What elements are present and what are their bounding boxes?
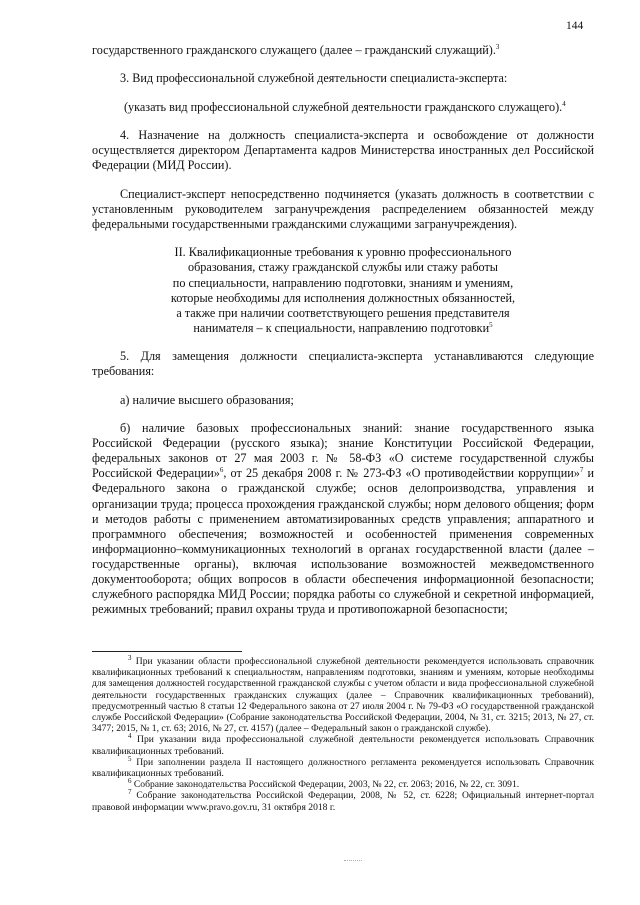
footnote-separator <box>92 651 242 652</box>
footnote: $^4$ При указании вида профессиональной служебной деятельности рекомендуется использовать Справочник квалификационных требований. <box>92 732 594 757</box>
footnote-ref: 7 <box>579 466 584 475</box>
footnote-ref: 5 <box>489 320 493 329</box>
document-body <box>92 43 594 617</box>
paragraph-3: 3. Вид профессиональной служебной деятельности специалиста-эксперта: <box>120 71 508 86</box>
paragraph-5a: а) наличие высшего образования; <box>120 392 294 407</box>
paragraph-4: 4. Назначение на должность специалиста-эксперта и освобождение от должности осуществляется директором Департамента кадров Министерства иностранных дел Российской Федерации (МИД России). <box>92 128 594 173</box>
paragraph-continuation: государственного гражданского служащего (далее – гражданский служащий).$^3$ <box>92 42 500 57</box>
page-number: 144 <box>566 20 584 32</box>
footnote-ref: 3 <box>495 42 500 51</box>
paragraph-instruction: (указать вид профессиональной служебной деятельности гражданского служащего).$^4$ <box>124 99 566 114</box>
paragraph-5b: б) наличие базовых профессиональных знаний: знание государственного языка Российской Федерации (русского языка); знание Конституции Российской Федерации, федеральных законов от 27 мая 2003 г. № 58-ФЗ «О системе государственной службы Российской Федерации»$^6$, от 25 декабря 2008 г. № 273-ФЗ «О противодействии коррупции»$^7$ и Федерального закона о гражданской службе; основ делопроизводства, управления и организации труда; процесса прохождения гражданской службы; норм делового общения; форм и методов работы с применением автоматизированных средств управления; аппаратного и программного обеспечения; возможностей и особенностей применения современных информационно–коммуникационных технологий в органах государственной власти (далее – государственные органы), включая использование возможностей межведомственного документооборота; общих вопросов в области обеспечения информационной безопасности; служебного распорядка МИД России; порядка работы со служебной и секретной информацией, режимных требований; правил охраны труда и противопожарной безопасности; <box>92 421 594 617</box>
footnote-ref: 4 <box>562 99 566 108</box>
footnote: $^3$ При указании области профессиональной служебной деятельности рекомендуется использовать справочник квалификационных требований к специальностям, направлениям подготовки, знаниям и умениям, которые необходимы для замещения должностей государственной гражданской службы с учетом области и вида профессиональной служебной деятельности государственных гражданских служащих (далее – Справочник квалификационных требований), предусмотренный частью 8 статьи 12 Федерального закона от 27 июля 2004 г. № 79-ФЗ «О государственной гражданской службе Российской Федерации» (Собрание законодательства Российской Федерации, 2004, № 31, ст. 3215; 2013, № 27, ст. 3477; 2015, № 1, ст. 63; 2016, № 27, ст. 4157) (далее – Федеральный закон о гражданской службе). <box>92 653 594 735</box>
footnote: $^6$ Собрание законодательства Российской Федерации, 2003, № 22, ст. 2063; 2016, № 22, ст. 3091. <box>128 777 520 791</box>
footnote: $^7$ Собрание законодательства Российской Федерации, 2008, № 52, ст. 6228; Официальный интернет-портал правовой информации www.pravo.gov.ru, 31 октября 2018 г. <box>92 788 595 813</box>
page-end-mark <box>344 860 362 861</box>
footnote: $^5$ При заполнении раздела II настоящего должностного регламента рекомендуется использовать Справочник квалификационных требований. <box>92 754 594 780</box>
footnotes <box>92 653 595 813</box>
paragraph-5: 5. Для замещения должности специалиста-эксперта устанавливаются следующие требования: <box>92 349 594 379</box>
paragraph-subordination: Специалист-эксперт непосредственно подчиняется (указать должность в соответствии с установленным руководителем загранучреждения распределением обязанностей между федеральными государственными гражданскими служащими загранучреждения). <box>92 186 594 231</box>
section-heading: II. Квалификационные требования к уровню профессионального образования, стажу гражданской службы или стажу работы по специальности, направлению подготовки, знаниям и умениям, которые необходимы для исполнения должностных обязанностей, а также при наличии соответствующего решения представителя нанимателя – к специальности, направлению подготовки$^5$ <box>170 245 516 335</box>
footnote-ref: 6 <box>219 466 224 475</box>
